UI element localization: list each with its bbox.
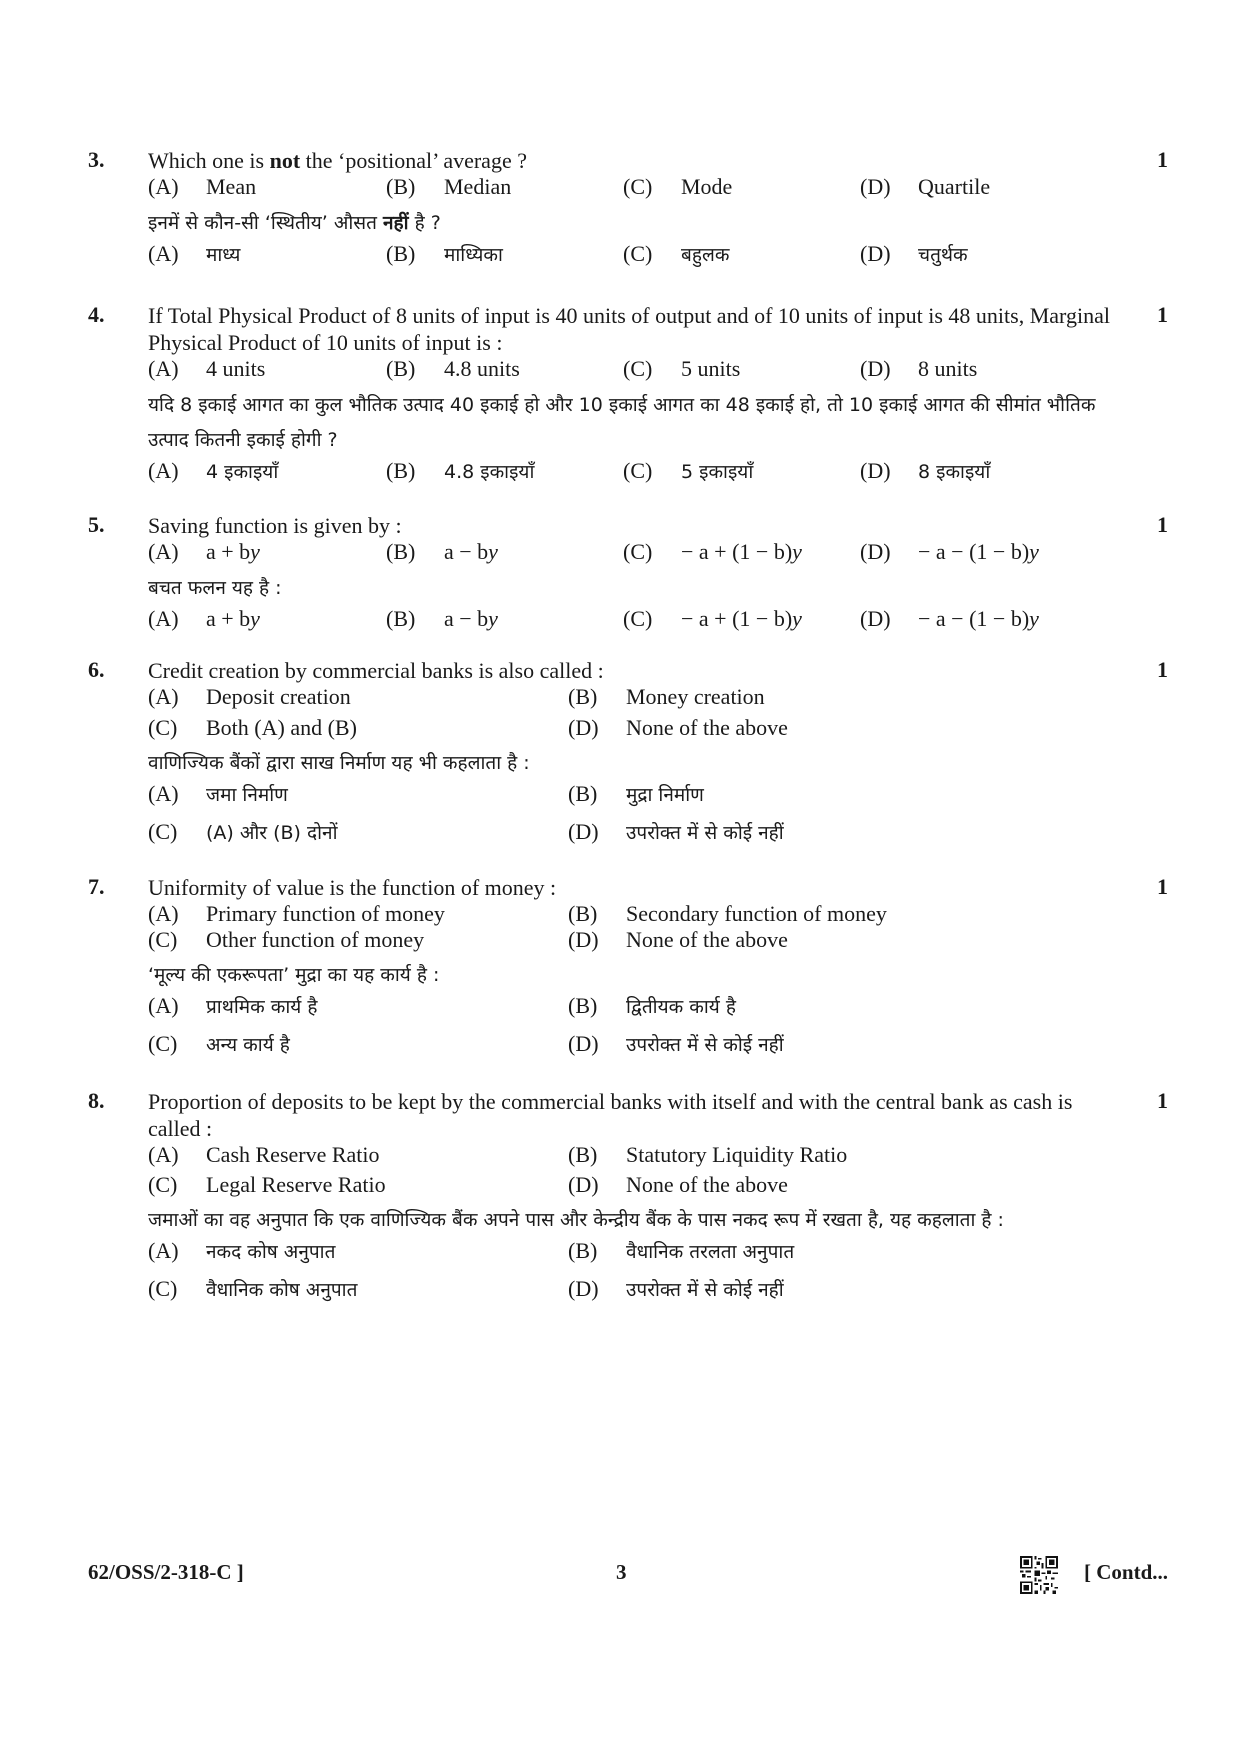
question-8 [88, 1088, 1168, 1314]
option-b-hindi: (B) a − by [386, 606, 498, 631]
question-stem: Saving function is given by : [148, 513, 402, 538]
option-d: (D) Quartile [860, 174, 991, 199]
option-d: (D) − a − (1 − b)y [860, 539, 1039, 564]
option-a: (A) Cash Reserve Ratio [148, 1142, 380, 1167]
question-marks: 1 [1157, 1088, 1168, 1113]
option-a: (A) a + by [148, 539, 260, 564]
option-b: (B) 4.8 units [386, 356, 520, 381]
question-7 [88, 874, 1168, 1069]
question-5 [88, 512, 1168, 638]
question-stem: If Total Physical Product of 8 units of input is 40 units of output and of 10 units of input is 48 units, Marginal Physical Product of 10 units of input is : [148, 303, 1110, 355]
question-stem-hindi: यदि 8 इकाई आगत का कुल भौतिक उत्पाद 40 इकाई हो और 10 इकाई आगत का 48 इकाई हो, तो 10 इकाई आगत की सीमांत भौतिक उत्पाद कितनी इकाई होगी ? [148, 394, 1096, 451]
question-4 [88, 302, 1168, 498]
page-number: 3 [616, 1560, 627, 1584]
option-c: (C) − a + (1 − b)y [623, 539, 802, 564]
question-marks: 1 [1157, 512, 1168, 537]
question-stem: Uniformity of value is the function of money : [148, 875, 557, 900]
option-c-hindi: (C) वैधानिक कोष अनुपात [148, 1276, 358, 1301]
option-c: (C) Mode [623, 174, 733, 199]
paper-code: 62/OSS/2-318-C ] [88, 1560, 244, 1584]
question-stem-hindi: जमाओं का वह अनुपात कि एक वाणिज्यिक बैंक अपने पास और केन्द्रीय बैंक के पास नकद रूप में रखता है, यह कहलाता है : [148, 1209, 1004, 1231]
option-b-hindi: (B) माध्यिका [386, 241, 503, 266]
question-stem-hindi: बचत फलन यह है : [148, 577, 282, 599]
option-c: (C) 5 units [623, 356, 741, 381]
option-a-hindi: (A) 4 इकाइयाँ [148, 458, 279, 483]
option-a: (A) Deposit creation [148, 684, 351, 709]
option-a-hindi: (A) a + by [148, 606, 260, 631]
option-d-hindi: (D) उपरोक्त में से कोई नहीं [568, 819, 784, 844]
question-3 [88, 147, 1168, 281]
option-d-hindi: (D) चतुर्थक [860, 241, 968, 266]
option-c: (C) Legal Reserve Ratio [148, 1172, 386, 1197]
option-a-hindi: (A) प्राथमिक कार्य है [148, 993, 318, 1018]
option-a: (A) Primary function of money [148, 901, 445, 926]
option-b: (B) Secondary function of money [568, 901, 887, 926]
question-number: 5. [88, 512, 105, 537]
question-number: 7. [88, 874, 105, 899]
continued-note: [ Contd... [1083, 1560, 1168, 1584]
option-a: (A) 4 units [148, 356, 266, 381]
question-number: 3. [88, 147, 105, 172]
question-number: 4. [88, 302, 105, 327]
option-c-hindi: (C) − a + (1 − b)y [623, 606, 802, 631]
question-marks: 1 [1157, 147, 1168, 172]
option-a: (A) Mean [148, 174, 257, 199]
option-a-hindi: (A) नकद कोष अनुपात [148, 1238, 336, 1263]
question-stem-hindi: ‘मूल्य की एकरूपता’ मुद्रा का यह कार्य है : [148, 964, 440, 986]
option-d-hindi: (D) − a − (1 − b)y [860, 606, 1039, 631]
question-number: 8. [88, 1088, 105, 1113]
option-b-hindi: (B) मुद्रा निर्माण [568, 781, 704, 806]
option-a-hindi: (A) माध्य [148, 241, 241, 266]
question-stem-hindi: इनमें से कौन-सी ‘स्थितीय’ औसत नहीं है ? [148, 212, 441, 234]
option-d-hindi: (D) उपरोक्त में से कोई नहीं [568, 1276, 784, 1301]
option-d: (D) None of the above [568, 715, 788, 740]
question-stem: Proportion of deposits to be kept by the commercial banks with itself and with the central bank as cash is called : [148, 1089, 1073, 1141]
option-d: (D) None of the above [568, 927, 788, 952]
question-marks: 1 [1157, 657, 1168, 682]
page-footer [88, 1560, 1168, 1600]
option-c-hindi: (C) अन्य कार्य है [148, 1031, 290, 1056]
option-c-hindi: (C) बहुलक [623, 241, 730, 266]
question-stem: Which one is not the ‘positional’ average ? [148, 148, 527, 173]
option-b: (B) Median [386, 174, 512, 199]
option-b-hindi: (B) द्वितीयक कार्य है [568, 993, 736, 1018]
option-b: (B) Money creation [568, 684, 765, 709]
question-marks: 1 [1157, 302, 1168, 327]
question-stem-hindi: वाणिज्यिक बैंकों द्वारा साख निर्माण यह भी कहलाता है : [148, 752, 530, 774]
question-number: 6. [88, 657, 105, 682]
question-marks: 1 [1157, 874, 1168, 899]
option-b-hindi: (B) वैधानिक तरलता अनुपात [568, 1238, 795, 1263]
option-c: (C) Other function of money [148, 927, 425, 952]
option-c-hindi: (C) 5 इकाइयाँ [623, 458, 754, 483]
qr-code-icon [1020, 1556, 1058, 1594]
option-c: (C) Both (A) and (B) [148, 715, 357, 740]
option-d-hindi: (D) 8 इकाइयाँ [860, 458, 991, 483]
option-d: (D) 8 units [860, 356, 978, 381]
option-a-hindi: (A) जमा निर्माण [148, 781, 288, 806]
question-stem: Credit creation by commercial banks is also called : [148, 658, 604, 683]
option-d: (D) None of the above [568, 1172, 788, 1197]
option-b-hindi: (B) 4.8 इकाइयाँ [386, 458, 535, 483]
option-c-hindi: (C) (A) और (B) दोनों [148, 819, 338, 844]
option-d-hindi: (D) उपरोक्त में से कोई नहीं [568, 1031, 784, 1056]
option-b: (B) a − by [386, 539, 498, 564]
question-6 [88, 657, 1168, 857]
option-b: (B) Statutory Liquidity Ratio [568, 1142, 848, 1167]
